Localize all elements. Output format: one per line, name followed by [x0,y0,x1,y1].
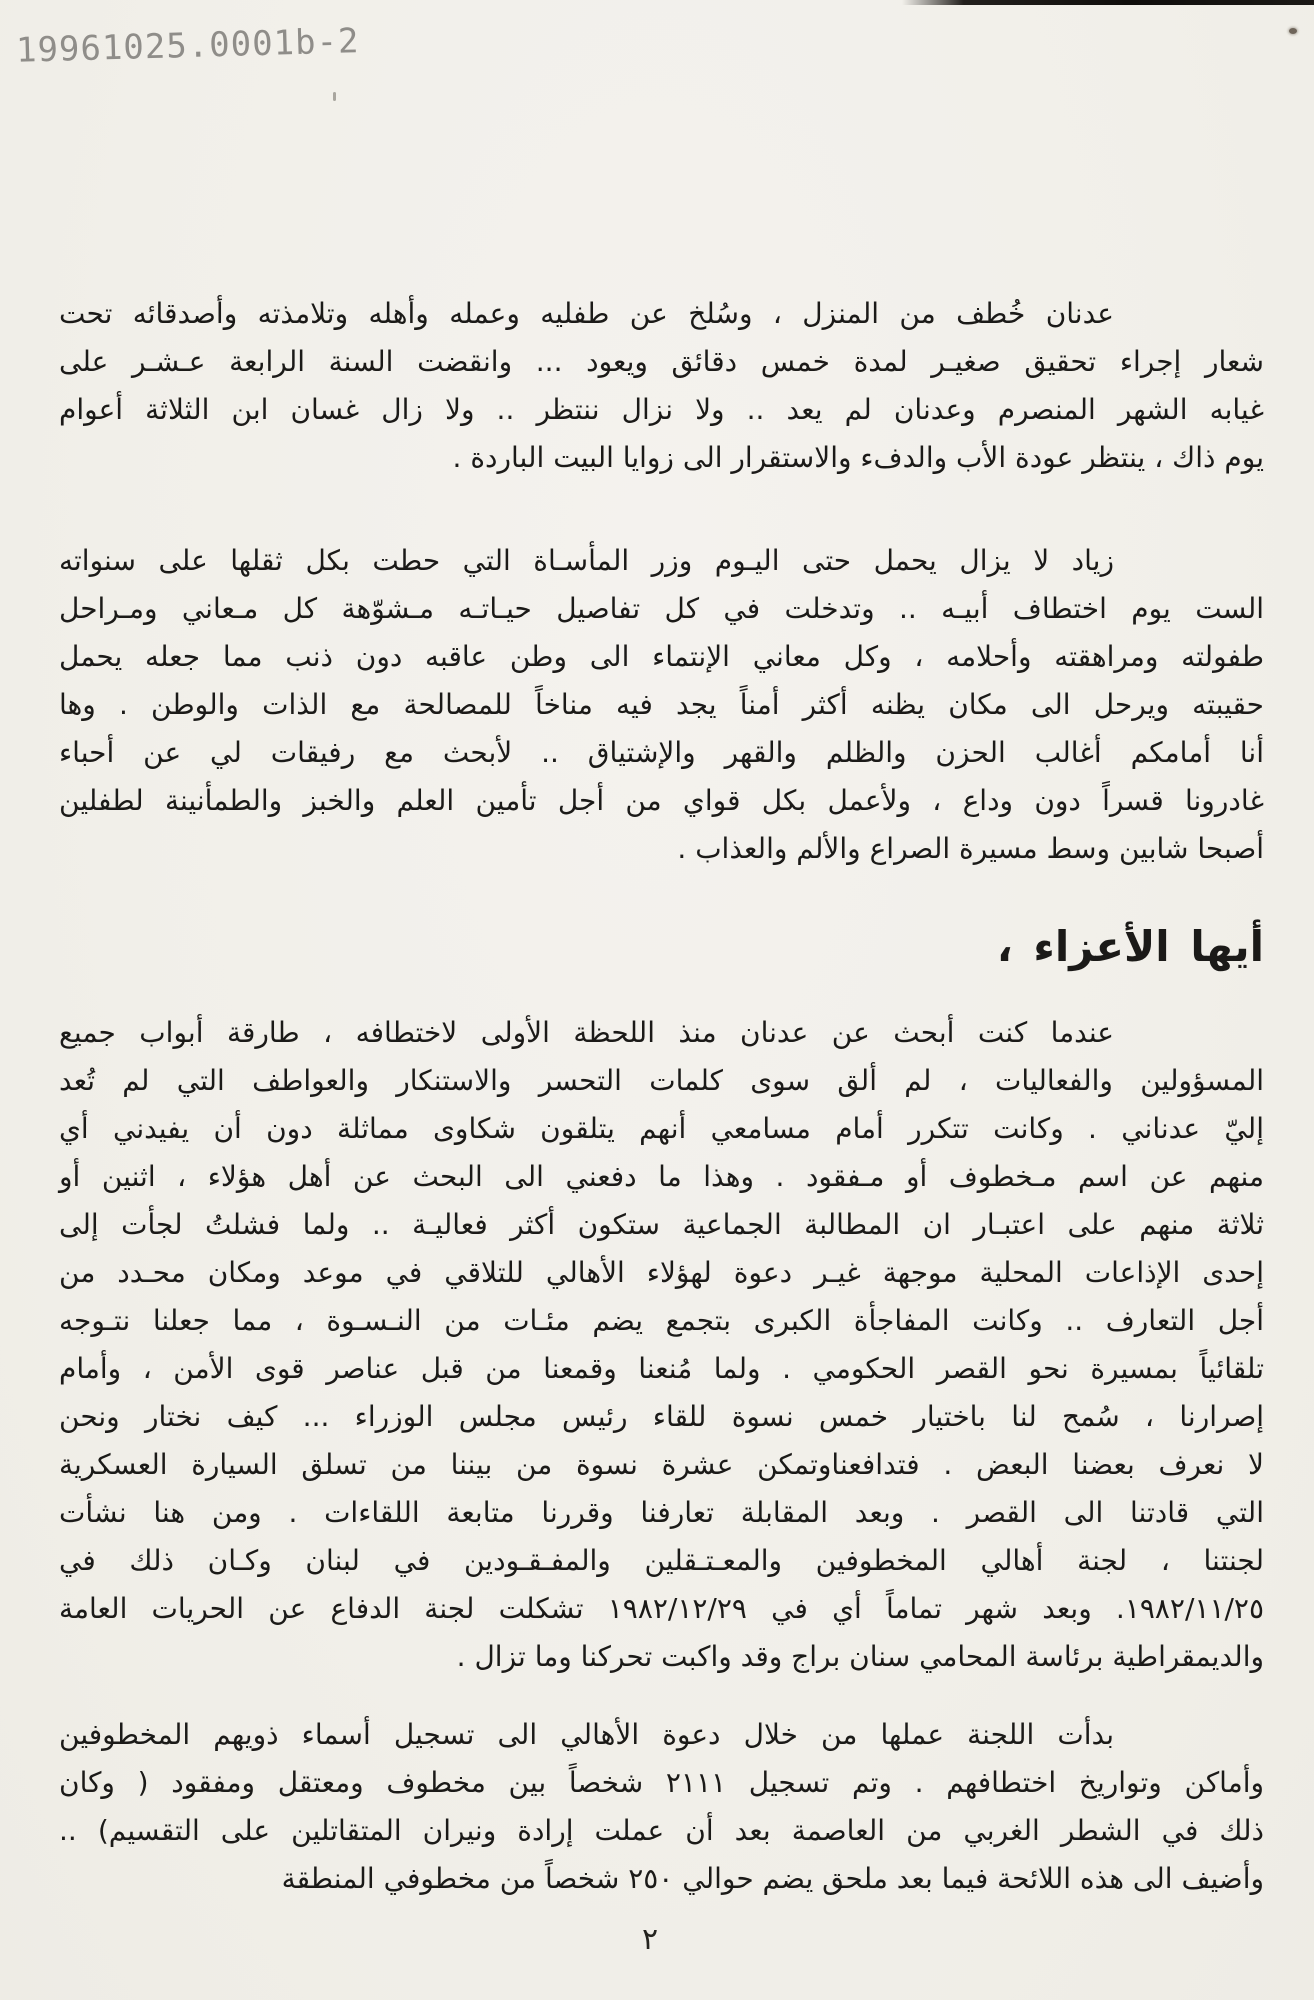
text-line: عدنان خُطف من المنزل ، وسُلخ عن طفليه وعمله وأهله وتلامذته وأصدقائه تحت [59,297,1114,330]
document-text-block [59,290,1264,1903]
text-line: ثلاثة منهم على اعتبـار ان المطالبة الجماعية ستكون أكثر فعاليـة .. ولما فشلتُ لجأت إلى [59,1208,1264,1241]
text-line: وأضيف الى هذه اللائحة فيما بعد ملحق يضم حوالي ٢٥٠ شخصاً من مخطوفي المنطقة [281,1862,1264,1895]
text-line: حقيبته ويرحل الى مكان يظنه أكثر أمناً يجد فيه مناخاً للمصالحة مع الذات والوطن . وها [59,688,1264,721]
paragraph-adnan [59,290,1264,482]
text-line: أجل التعارف .. وكانت المفاجأة الكبرى بتجمع يضم مئـات من النـسـوة ، مما جعلنا نتـوجه [59,1304,1264,1337]
text-line: طفولته ومراهقته وأحلامه ، وكل معاني الإنتماء الى وطن عاقبه دون ذنب مما جعله يحمل [59,640,1264,673]
paper-speck [1289,28,1297,34]
text-line: المسؤولين والفعاليات ، لم ألق سوى كلمات التحسر والاستنكار والعواطف التي لم تُعد [59,1064,1264,1097]
text-line: زياد لا يزال يحمل حتى اليـوم وزر المأسـاة التي حطت بكل ثقلها على سنواته [59,544,1114,577]
text-line: غيابه الشهر المنصرم وعدنان لم يعد .. ولا نزال ننتظر .. ولا زال غسان ابن الثلاثة أعوام [59,393,1264,426]
text-line: الست يوم اختطاف أبيـه .. وتدخلت في كل تفاصيل حيـاتـه مـشوّهة كل مـعاني ومـراحل [59,592,1264,625]
text-line: تلقائياً بمسيرة نحو القصر الحكومي . ولما مُنعنا وقمعنا من قبل عناصر قوى الأمن ، وأمام [59,1352,1264,1385]
text-line: لجنتنا ، لجنة أهالي المخطوفين والمعـتـقلين والمفـقـودين في لبنان وكـان ذلك في [59,1544,1264,1577]
text-line: يوم ذاك ، ينتظر عودة الأب والدفء والاستقرار الى زوايا البيت الباردة . [452,441,1264,474]
text-line: وأماكن وتواريخ اختطافهم . وتم تسجيل ٢١١١ شخصاً بين مخطوف ومعتقل ومفقود ( وكان [59,1766,1264,1799]
text-line: غادرونا قسراً دون وداع ، ولأعمل بكل قواي من أجل تأمين العلم والخبز والطمأنينة لطفلين [59,784,1264,817]
text-line: إحدى الإذاعات المحلية موجهة غيـر دعوة لهؤلاء الأهالي للتلاقي في موعد ومكان محـدد من [59,1256,1264,1289]
handwritten-reference-number: 19961025.0001b-2 [15,21,361,71]
text-line: ذلك في الشطر الغربي من العاصمة بعد أن عملت إرادة ونيران المتقاتلين على التقسيم) .. [59,1814,1264,1847]
text-line: إليّ عدناني . وكانت تتكرر أمام مسامعي أنهم يتلقون شكاوى مماثلة دون أن يفيدني أي [59,1112,1264,1145]
text-line: بدأت اللجنة عملها من خلال دعوة الأهالي الى تسجيل أسماء ذويهم المخطوفين [59,1718,1114,1751]
page-number: ٢ [641,1922,659,1957]
text-line: والديمقراطية برئاسة المحامي سنان براج وقد واكبت تحركنا وما تزال . [456,1640,1264,1673]
text-line: أصبحا شابين وسط مسيرة الصراع والألم والعذاب . [677,832,1264,865]
paragraph-registration [59,1711,1264,1903]
text-line: شعار إجراء تحقيق صغيـر لمدة خمس دقائق ويعود ... وانقضت السنة الرابعة عـشـر على [59,345,1264,378]
text-line: ١٩٨٢/١١/٢٥. وبعد شهر تماماً أي في ١٩٨٢/١٢/٢٩ تشكلت لجنة الدفاع عن الحريات العامة [59,1592,1264,1625]
text-line: أنا أمامكم أغالب الحزن والظلم والقهر والإشتياق .. لأبحث مع رفيقات لي عن أحباء [59,736,1264,769]
text-line: عندما كنت أبحث عن عدنان منذ اللحظة الأولى لاختطافه ، طارقة أبواب جميع [59,1016,1114,1049]
text-line: منهم عن اسم مـخطوف أو مـفقود . وهذا ما دفعني الى البحث عن أهل هؤلاء ، اثنين أو [59,1160,1264,1193]
text-line: إصرارنا ، سُمح لنا باختيار خمس نسوة للقاء رئيس مجلس الوزراء ... كيف نختار ونحن [59,1400,1264,1433]
paragraph-ziad [59,537,1264,873]
section-heading: أيها الأعزاء ، [996,922,1264,971]
paper-speck [333,92,336,101]
scanner-edge-artifact [902,0,1314,5]
text-line: لا نعرف بعضنا البعض . فتدافعناوتمكن عشرة نسوة من بيننا من تسلق السيارة العسكرية [59,1448,1264,1481]
text-line: التي قادتنا الى القصر . وبعد المقابلة تعارفنا وقررنا متابعة اللقاءات . ومن هنا نشأت [59,1496,1264,1529]
paragraph-search-and-committee [59,1009,1264,1681]
